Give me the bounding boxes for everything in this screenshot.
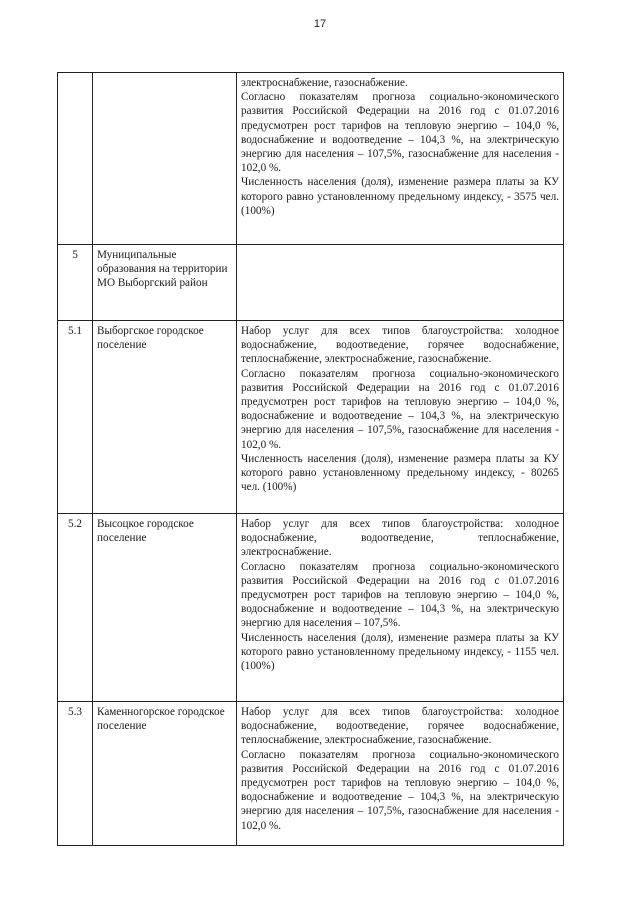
tariff-forecast-paragraph: Согласно показателям прогноза социально-экономического развития Российской Федерации на 2016 год с 01.07.2016 предусмотрен рост тарифов на тепловую энергию – 104,0 %, водоснабжение и водоотведение – 104,3 %, на электрическую энергию для населения – 107,5%. xyxy=(241,560,559,630)
table-row xyxy=(58,514,564,702)
description-cell xyxy=(237,73,564,245)
municipality-name-cell: Муниципальные образования на территории МО Выборгский район xyxy=(93,245,237,321)
table-row xyxy=(58,245,564,321)
description-cell xyxy=(237,514,564,702)
row-number-cell: 5.2 xyxy=(58,514,93,702)
tariff-forecast-paragraph: Согласно показателям прогноза социально-экономического развития Российской Федерации на 2016 год с 01.07.2016 предусмотрен рост тарифов на тепловую энергию – 104,0 %, водоснабжение и водоотведение – 104,3 %, на электрическую энергию для населения – 107,5%, газоснабжение для населения - 102,0 %. xyxy=(241,367,559,451)
table-row xyxy=(58,73,564,245)
description-cell xyxy=(237,321,564,514)
municipality-name-cell: Выборгское городское поселение xyxy=(93,321,237,514)
row-number-cell xyxy=(58,73,93,245)
description-cell xyxy=(237,702,564,846)
tariff-forecast-paragraph: Согласно показателям прогноза социально-экономического развития Российской Федерации на 2016 год с 01.07.2016 предусмотрен рост тарифов на тепловую энергию – 104,0 %, водоснабжение и водоотведение – 104,3 %, на электрическую энергию для населения – 107,5%, газоснабжение для населения - 102,0 %. xyxy=(241,748,559,832)
row-number-cell: 5 xyxy=(58,245,93,321)
page-number: 17 xyxy=(313,18,327,30)
municipality-name-cell xyxy=(93,73,237,245)
table-row xyxy=(58,702,564,846)
description-cell xyxy=(237,245,564,321)
services-paragraph: Набор услуг для всех типов благоустройства: холодное водоснабжение, водоотведение, горячее водоснабжение, теплоснабжение, электроснабжение, газоснабжение. xyxy=(241,706,559,747)
row-number-cell: 5.3 xyxy=(58,702,93,846)
services-paragraph: Набор услуг для всех типов благоустройства: холодное водоснабжение, водоотведение, горячее водоснабжение, теплоснабжение, электроснабжение, газоснабжение. xyxy=(241,325,559,366)
population-paragraph: Численность населения (доля), изменение размера платы за КУ которого равно установленному предельному индексу, - 3575 чел. (100%) xyxy=(241,176,559,217)
tariff-forecast-paragraph: Согласно показателям прогноза социально-экономического развития Российской Федерации на 2016 год с 01.07.2016 предусмотрен рост тарифов на тепловую энергию – 104,0 %, водоснабжение и водоотведение – 104,3 %, на электрическую энергию для населения – 107,5%, газоснабжение для населения - 102,0 %. xyxy=(241,91,559,175)
population-paragraph: Численность населения (доля), изменение размера платы за КУ которого равно установленному предельному индексу, - 1155 чел. (100%) xyxy=(241,631,559,673)
services-paragraph: Набор услуг для всех типов благоустройства: холодное водоснабжение, водоотведение, теплоснабжение, электроснабжение. xyxy=(241,518,559,559)
table-row xyxy=(58,321,564,514)
municipality-name-cell: Каменногорское городское поселение xyxy=(93,702,237,846)
row-number-cell: 5.1 xyxy=(58,321,93,514)
services-paragraph: электроснабжение, газоснабжение. xyxy=(241,77,408,89)
municipality-name-cell: Высоцкое городское поселение xyxy=(93,514,237,702)
population-paragraph: Численность населения (доля), изменение размера платы за КУ которого равно установленному предельному индексу, - 80265 чел. (100%) xyxy=(241,452,559,494)
document-table xyxy=(57,72,564,846)
